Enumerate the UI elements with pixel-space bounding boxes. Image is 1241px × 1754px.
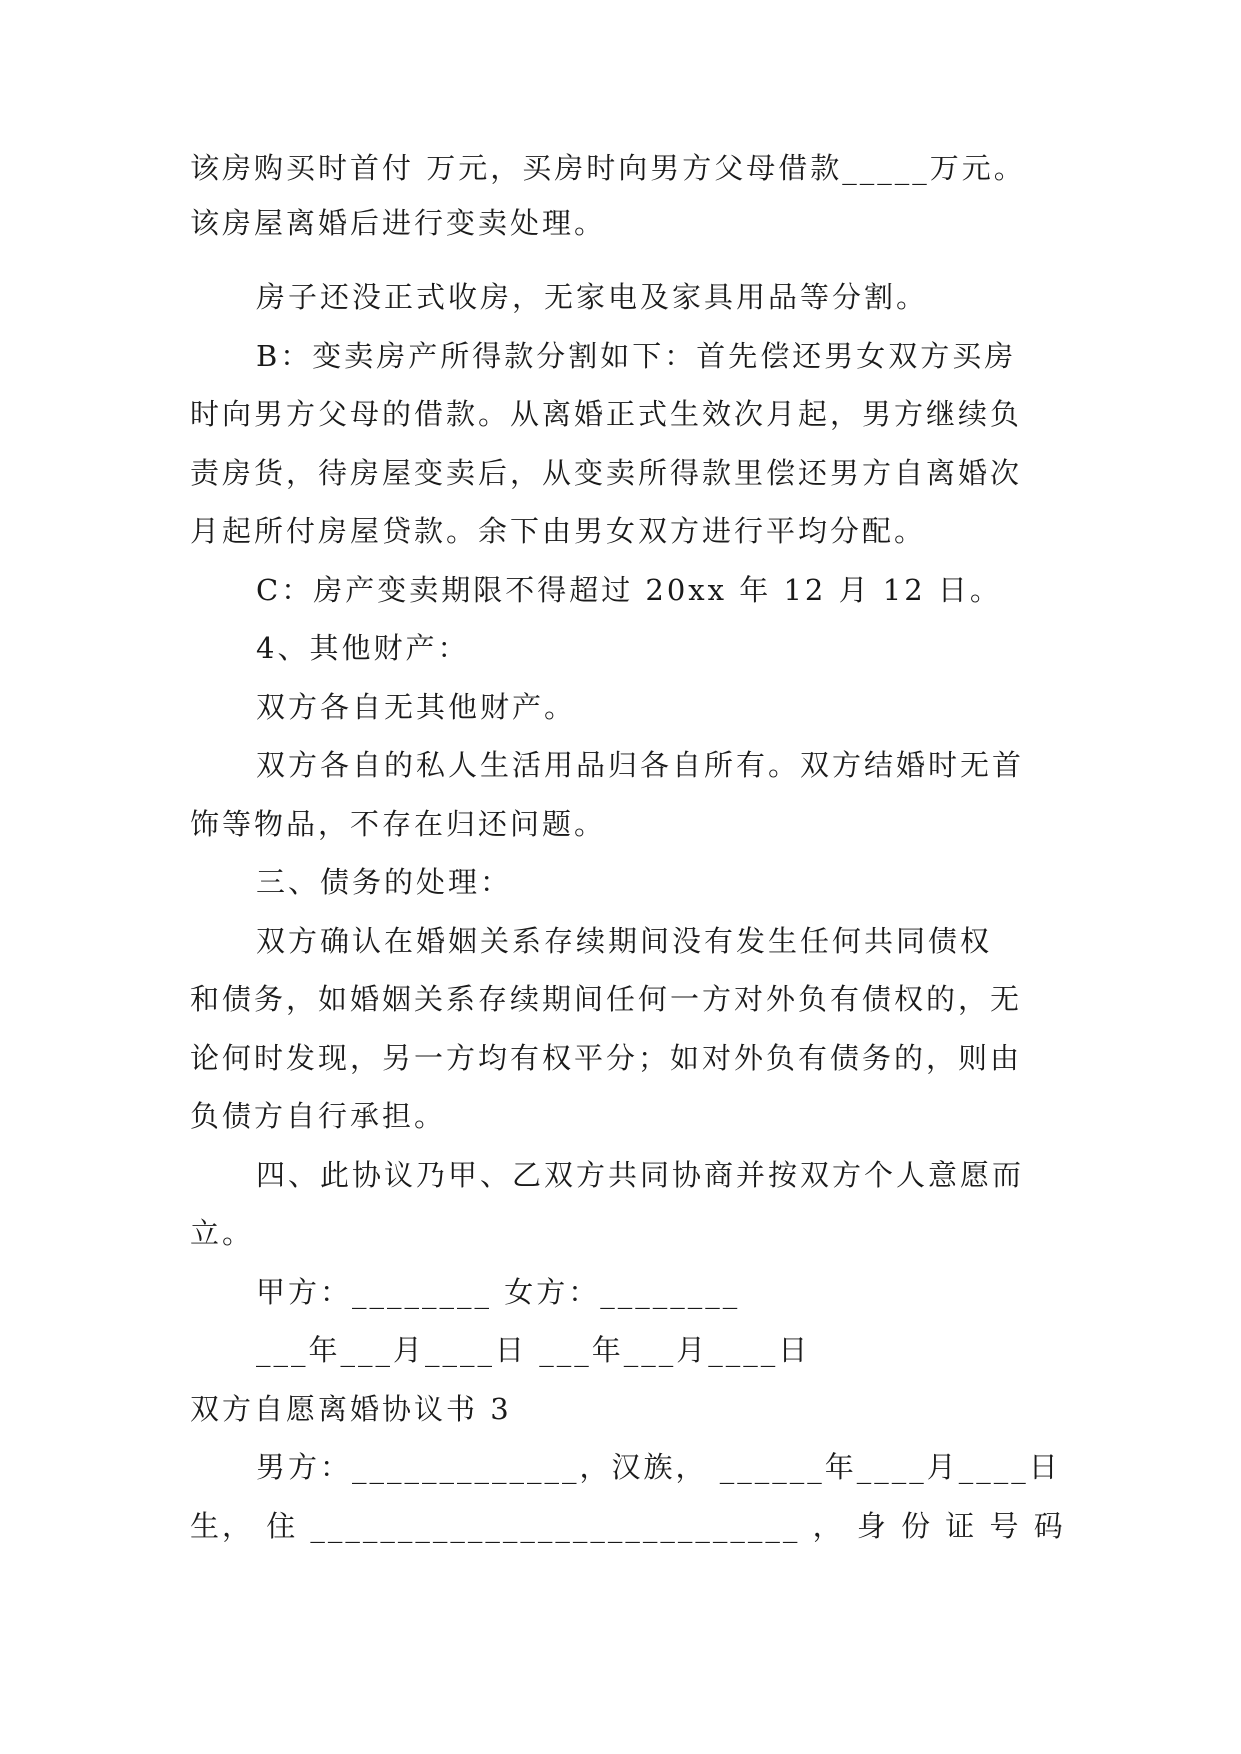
- paragraph-line: 房子还没正式收房，无家电及家具用品等分割。: [256, 280, 929, 314]
- paragraph-line: 四、此协议乃甲、乙双方共同协商并按双方个人意愿而: [256, 1158, 1025, 1192]
- section-heading: 三、债务的处理：: [256, 865, 513, 899]
- paragraph-line: 月起所付房屋贷款。余下由男女双方进行平均分配。: [190, 514, 927, 548]
- paragraph-line: 论何时发现，另一方均有权平分；如对外负有债务的，则由: [190, 1041, 1023, 1075]
- document-title: 双方自愿离婚协议书 3: [190, 1392, 512, 1426]
- party-info-line: 男方：_____________，汉族， ______年____月____日: [256, 1450, 1061, 1484]
- paragraph-line: B：变卖房产所得款分割如下：首先偿还男女双方买房: [256, 339, 1017, 373]
- signature-line: 甲方：________ 女方：________: [256, 1275, 741, 1309]
- paragraph-line: 责房货，待房屋变卖后，从变卖所得款里偿还男方自离婚次: [190, 456, 1023, 490]
- paragraph-line: 立。: [190, 1216, 255, 1250]
- paragraph-line: 时向男方父母的借款。从离婚正式生效次月起，男方继续负: [190, 397, 1023, 431]
- section-heading: 4、其他财产：: [256, 631, 470, 665]
- paragraph-line: 和债务，如婚姻关系存续期间任何一方对外负有债权的，无: [190, 982, 1023, 1016]
- paragraph-line: 饰等物品，不存在归还问题。: [190, 807, 607, 841]
- paragraph-line: 负债方自行承担。: [190, 1099, 447, 1133]
- paragraph-line: 该房购买时首付 万元，买房时向男方父母借款_____万元。: [190, 151, 1026, 185]
- party-info-line: 生， 住 ____________________________ ， 身 份 证 号 码: [190, 1509, 1066, 1543]
- date-line: ___年___月____日 ___年___月____日: [256, 1333, 811, 1367]
- paragraph-line: 双方各自无其他财产。: [256, 690, 577, 724]
- paragraph-line: C：房产变卖期限不得超过 20xx 年 12 月 12 日。: [256, 573, 1002, 607]
- paragraph-line: 该房屋离婚后进行变卖处理。: [190, 206, 607, 240]
- paragraph-line: 双方确认在婚姻关系存续期间没有发生任何共同债权: [256, 924, 993, 958]
- paragraph-line: 双方各自的私人生活用品归各自所有。双方结婚时无首: [256, 748, 1025, 782]
